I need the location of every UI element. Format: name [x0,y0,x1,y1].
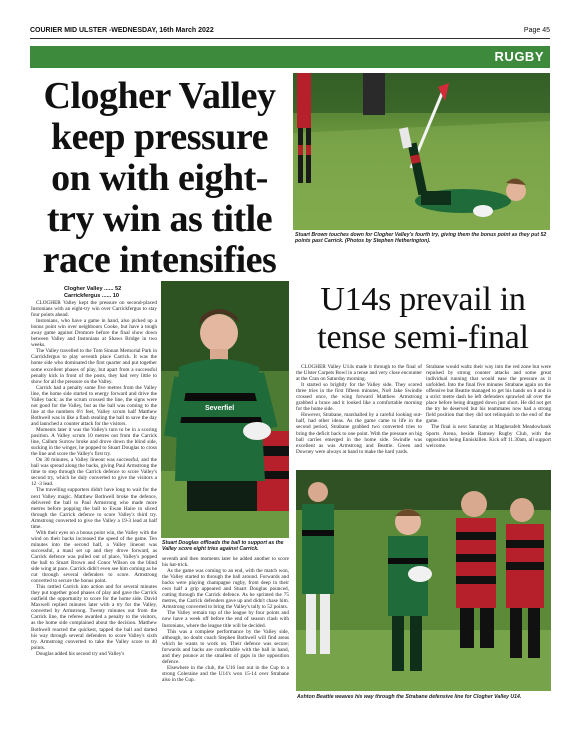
story1-column-2 [162,556,289,726]
photo-douglas-offload-image [161,281,289,538]
photo-try-dive-image [293,73,550,230]
story1-paragraph: On 30 minutes, a Valley lineout was successful, and the ball was spread along the backs, giving Paul Armstrong the time to step through the Carrick defence to score Valley's second try, which he duly converted to give the visitors a 12 -3 lead. [31,457,157,488]
match-score [64,286,121,300]
story2-column-2 [426,364,551,464]
photo-beattie-caption: Ashton Beattie weaves his way through the Strabane defensive line for Clogher Valley U14. [297,694,522,700]
story2-paragraph: It started so brightly for the Valley side. They scored three tries in the first fifteen minutes, No8 Jake Swindle crossed once, the wing forward Matthew Armstrong grabbed a brace and it looked like a comfortable morning for the home side. [296,382,422,413]
score-home: Clogher Valley ...... 52 [64,286,122,292]
story2-headline: U14s prevail in tense semi-final [317,281,529,356]
story2-column-1 [296,364,422,464]
story1-paragraph: Douglas added his second try and Valley's [36,650,125,657]
photo-try-dive [293,73,550,230]
story1-paragraph: With their eyes on a bonus point win, the Valley with the wind on their backs increased the speed of the game. Ten minutes into the second half, a Valley lineout was successful, a maul set up and they drove forward, as Carrick defence was pulled out of place, Valley's popped the ball to Stuart Brown and Conor Wilson on the blind side wing at pace. Carrick didn't even see him coming as he cut through several defenders to score. Armstrong converted to secure the bonus point. [31,529,157,585]
story1-paragraph: The Valley travelled to the Tom Sinnan Memorial Park in Carrickfergus to play seventh place Carrick. It was the home side who dominated the first quarter and put together some excellent phases of play, but apart from a successful penalty kick in front of the posts, they had very little to show for all the pressure on the Valley. [31,348,157,385]
story1-paragraph: As the game was coming to an end, with the match won, the Valley started to through the ball around. Forwards and backs were playing champagne rugby, from deep in their own half a grip appeared and Stuart Douglas pounced, cutting through the Carrick defence. As he sprinted the 75 metres, the Carrick defenders gave up and didn't chase him. Armstrong converted to bring the Valley's tally to 52 points. [162,568,289,611]
section-label: RUGBY [494,49,544,64]
photo-try-dive-caption: Stuart Brown touches down for Clogher Valley's fourth try, giving them the bonus point as they put 52 points past Carrick. (Photos by Stephen Hetherington). [295,232,547,245]
story1-paragraph: This was a complete performance by the Valley side, although, no doubt coach Stephen Bothwell will find areas which he wants to work on. Their defence was secure; forwards and backs are comfortable with the ball in hand, and they pounce at the smallest of gaps in the opposition defence. [162,628,289,665]
story1-paragraph: Carrick had a penalty some five metres from the Valley line, the home side started to energy forward and drive the Valley back; as the scrum crossed the line, the signs were not good for the Valley, but as the ball was coming to the line at the numbers 6½ feet, Valley scrum half Matthew Bothwell was in like a flash stealing the ball to save the day and launched a counter attack for the visitors. [31,384,157,427]
story1-headline: Clogher Valley keep pressure on with eight-try win as title race intensifies [42,75,277,281]
score-away: Carrickfergus ...... 10 [64,293,120,299]
story1-paragraph: Elsewhere in the club, the U16 lost out in the Cup to a strong Coleraine and the U14's won 15-14 over Strabane also in the Cup. [162,664,289,683]
story2-paragraph: However, Strabane, marshalled by a careful looking out-half, had other ideas. As the game came to life in the second period, Strabane grabbed two converted tries to bring the deficit back to one point. With the pressure on big ball carries emerged in the home side. Swindle was excellent as was Armstrong and Beattie. Green and Downey were always at hand to make the hard yards. [296,412,422,455]
story2-paragraph: Strabane would waltz their way into the red zone but were repulsed by strong counter attacks and some great individual running that would ease the pressure as it unfolded. Into the final five minutes Strabane again on the offensive but Beattie managed to get his hands on it and in a strict metre dash he left defenders sprawled all over the place before being dragged down just short. He did not get the try he deserved but his teammates now had a strong field position that they did not relinquish to the end of the game. [426,364,551,425]
story1-paragraph: The travelling supporters didn't have long to wait for the next Valley magic. Matthew Bothwell broke the defence, delivered the ball to Paul Armstrong who made more metres before popping the ball to Ewan Haire to sliced through the Carrick defence to score Valley's third try. Armstrong converted to give the Valley a 19-3 lead at half time. [31,487,157,530]
page-number: Page 45 [523,27,550,34]
story1-paragraph: seventh and then moments later he added another to score his hat-trick. [162,556,289,569]
photo-douglas-offload [161,281,289,538]
masthead [30,25,550,37]
story2-paragraph: The final is next Saturday at Magherafelt Meadowbank Sports Arena, beside Ramsey Rugby Club, with the opposition being Enniskillen. Kick off 11.30am, all support welcome. [426,424,551,449]
story1-paragraph: CLOGHER Valley kept the pressure on second-placed Instonians with an eight-try win over Carrickfergus to stay four points ahead. [31,300,157,319]
story1-paragraph: This rattled Carrick into action and for several minutes they put together good phases of play and gave the Carrick outfield the opportunity to score for the home side. David Maxwell replied minutes later with a try for the Valley, converted by Armstrong. Twenty minutes out from the Carrick line, the referee awarded a penalty to the visitors, as the home side complained about the decision. Matthew Bothwell reacted the quickest, tapped the ball and darted his way through several defenders to score Valley's sixth try. Armstrong converted to take the Valley score to 40 points. [31,584,157,651]
photo-beattie-run-image [296,470,551,691]
story2-paragraph: CLOGHER Valley U14s made it through to the final of the Ulster Carpets Bowl in a tense and very close encounter at the Cran on Saturday morning. [296,364,422,383]
story1-column-1 [31,300,157,724]
photo-douglas-caption: Stuart Douglas offloads the ball to support as the Valley score eight tries against Carrick. [162,540,284,553]
story1-paragraph: Moments later it was the Valley's turn to be in a scoring position. A Valley scrum 10 metres out from the Carrick line, Callum Surrow broke and drove down the blind side, sucking in the winger, he popped to Stuart Douglas to cross the line and score the Valley's first try. [31,426,157,458]
jersey-sponsor-text: Severfiel [205,405,235,412]
photo-beattie-run [296,470,551,691]
story1-paragraph: Instonians, who have a game in hand, also picked up a bonus point win over neighbours Cooke, but have a tough away game against Dromore before the final show down between Valley and Instonians at Shaws Bridge in two weeks. [31,318,157,349]
masthead-rule [30,38,550,39]
paper-name-date: COURIER MID ULSTER -WEDNESDAY, 16th March 2022 [30,27,214,34]
story1-paragraph: The Valley remain top of the league by four points and now have a week off before the end of season clash with Instonians, where the league title will be decided. [162,610,289,629]
section-banner [30,46,550,68]
